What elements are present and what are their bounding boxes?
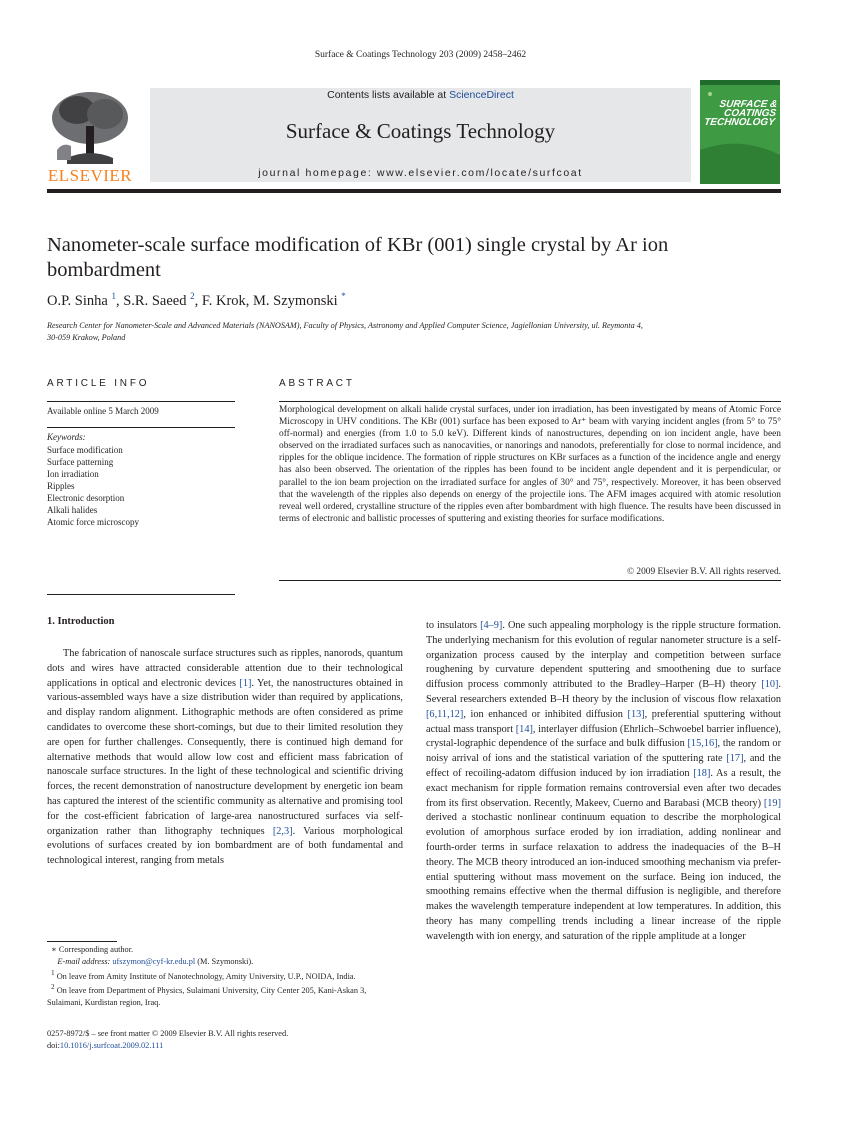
body-text: to insulators — [426, 620, 481, 631]
divider — [47, 401, 235, 402]
masthead-divider — [47, 189, 781, 193]
journal-banner — [150, 88, 691, 182]
body-text: , the random or noisy arrival of ions and the statistical variation of the sputtering rate — [426, 738, 781, 765]
homepage-prefix: journal homepage: — [258, 167, 377, 179]
abstract-text: Morphological development on alkali halide crystal surfaces, under ion irradiation, has been investigated by means of Atomic Force Microscopy in UHV conditions. The KBr (001) surface has been exposed to Ar⁺ beam with varying incident angles (from 5° to 75° off-normal) and energies (from 1.0 to 5.0 keV). Different kinds of nanostructures, depending on ion incident angle, have been observed on the irradiated surfaces such as nanocavities, or nanorings and nanodots, preferentially for close to normal incidence, and ripples for the oblique incidence. The formation of ripple structures on KBr surfaces as a function of the incidence angle and energy has also been observed. The orientation of the ripples has been found to be incident angle dependent and it is perpendicular, or parallel to the ion beam projection on the irradiated surface for angles of 30° and 75°, respectively. Moreover, it has been observed that the wavelength of the ripples also depends on energy of the projectile ions. The AFM images acquired with atomic resolution reveal well ordered, crystalline structure of the ripples even after bombardment with high fluence. The results have been discussed in terms of electronic and ballistic processes of sputtering and existing theories for surface modifications. — [279, 405, 781, 524]
divider — [47, 427, 235, 428]
body-text: . As a result, the exact mechanism for ripple formation remains controversial even after two decades from its first observation. Recently, Makeev, Cuerno and Barabasi (MCB theory) — [426, 767, 781, 809]
body-text: . Various morphological evolutions of surfaces created by ion bombardment are of both fundamental and technological interest, ranging from metals — [47, 825, 404, 867]
citation-link[interactable]: [1] — [239, 677, 252, 689]
keyword: Ripples — [47, 481, 75, 491]
contents-prefix: Contents lists available at — [327, 89, 450, 101]
keywords-heading: Keywords: — [47, 432, 86, 442]
doi-prefix: doi: — [47, 1040, 60, 1050]
divider — [279, 401, 781, 402]
citation-link[interactable]: [14] — [515, 723, 533, 735]
body-text-column-left — [47, 647, 403, 869]
keyword: Electronic desorption — [47, 493, 125, 503]
footnote-2: $^2$ On leave from Department of Physics, Sulaimani University, City Center 205, Kani-Askan 3, Sulaimani, Kurdistan region, Iraq. — [47, 984, 367, 1007]
corresponding-author-mark[interactable]: * — [341, 291, 346, 301]
citation-link[interactable]: [19] — [763, 797, 781, 809]
keyword: Surface patterning — [47, 457, 114, 467]
body-text: . Several researchers extended B–H theory by the inclusion of viscous flow relaxation — [426, 679, 781, 705]
body-text: , ion enhanced or inhibited diffusion — [463, 708, 628, 720]
publisher-name: ELSEVIER — [47, 166, 133, 185]
footnote-email — [47, 956, 403, 968]
sciencedirect-link[interactable]: ScienceDirect — [449, 89, 514, 101]
body-text: . One such appealing morphology is the ripple structure formation. The underlying mechanism for this evolution of regular nanometer structure is a self-organization process caused by the interplay and competition between surface roughening by curvature dependent sputtering and smoothening due to surface diffusion process commonly attributed to the Bradley–Harper (B–H) theory — [426, 620, 782, 691]
keywords-list — [47, 444, 139, 528]
divider — [47, 594, 235, 595]
body-text: The fabrication of nanoscale surface structures such as ripples, nanorods, quantum dots and wires have attracted considerable attention due to their technological applications in optical and electronic devices — [47, 648, 403, 689]
doi-link[interactable]: 10.1016/j.surfcoat.2009.02.111 — [59, 1040, 164, 1050]
footnote-divider — [47, 941, 117, 942]
citation-link[interactable]: [13] — [627, 708, 645, 720]
keyword: Alkali halides — [47, 505, 98, 515]
body-text: , and the effect of recoiling-adatom diffusion induced by ion irradiation — [426, 753, 781, 779]
citation-link[interactable]: [17] — [726, 753, 744, 765]
section-heading: 1. Introduction — [47, 616, 115, 627]
article-info-heading: ARTICLE INFO — [47, 378, 150, 389]
affiliation: Research Center for Nanometer-Scale and Advanced Materials (NANOSAM), Faculty of Physics, Astronomy and Applied Computer Science, Jagiellonian University, ul. Reymonta 4, 30-059 Krakow, Poland — [47, 321, 643, 342]
citation-link[interactable]: [4–9] — [480, 620, 503, 631]
email-owner: (M. Szymonski). — [197, 956, 254, 966]
running-header: Surface & Coatings Technology 203 (2009) 2458–2462 — [314, 50, 527, 60]
footnotes — [47, 944, 403, 1009]
available-online-date: Available online 5 March 2009 — [47, 406, 159, 416]
author-list: O.P. Sinha $^1$, S.R. Saeed $^2$, F. Krok, M. Szymonski * — [47, 291, 346, 309]
keyword: Ion irradiation — [47, 469, 99, 479]
divider — [279, 580, 781, 581]
email-label: E-mail address: — [57, 956, 111, 966]
author-name: M. Szymonski — [253, 292, 338, 309]
journal-cover-image — [700, 80, 780, 184]
homepage-url[interactable]: www.elsevier.com/locate/surfcoat — [376, 167, 583, 179]
citation-link[interactable]: [15,16] — [687, 738, 718, 750]
abstract-copyright: © 2009 Elsevier B.V. All rights reserved. — [626, 567, 781, 577]
journal-title: Surface & Coatings Technology — [285, 119, 556, 143]
email-link[interactable]: ufszymon@cyf-kr.edu.pl — [112, 956, 196, 966]
body-text: , preferential sputtering without actual mass transport — [426, 708, 782, 735]
citation-link[interactable]: [10] — [761, 679, 779, 691]
contents-line — [150, 89, 691, 101]
author-name: O.P. Sinha — [47, 292, 108, 309]
body-text: derived a stochastic nonlinear continuum equation to describe the morphological evolution of amorphous surface eroded by ion irradiation, adding nonlinear and fourth-order terms in surface relaxation to address the inadequacies of the B–H theory. The MCB theory introduced an ion-induced smoothing mechanism via prefer-ential sputtering without mass movement on the surface. Being ion induced, the smoothing remains effective when the thermal diffusion is negligible, and therefore makes the wavelength temperature independent at low temperatures. In addition, this theory has many compelling trends including a linear increase of the ripple wavelength with ion energy, and saturation of the ripple amplitude at a longer — [426, 812, 781, 942]
author-footnote-mark[interactable]: 1 — [111, 291, 116, 301]
citation-link[interactable]: [2,3] — [272, 825, 293, 837]
abstract-heading: ABSTRACT — [279, 378, 355, 389]
footnote-text: On leave from Department of Physics, Sulaimani University, City Center 205, Kani-Askan 3, Sulaimani, Kurdistan region, Iraq. — [47, 985, 367, 1007]
journal-homepage — [150, 167, 691, 179]
citation-link[interactable]: [6,11,12] — [426, 708, 464, 720]
footnote-corresponding: ∗ Corresponding author. — [47, 945, 134, 954]
issn-line: 0257-8972/$ – see front matter © 2009 Elsevier B.V. All rights reserved. — [47, 1029, 289, 1038]
author-name: F. Krok — [201, 292, 246, 309]
keyword: Surface modification — [47, 445, 123, 455]
keyword: Atomic force microscopy — [47, 517, 139, 527]
body-text: . Yet, the nanostructures obtained in various-assembled ways have a size distribution wider than required by applications, and display random alignment. Lithographic methods are often considered as prime candidates to overcome these short-comings, but due to their limited resolution they are open for further challenges. Consequently, there is continued high demand for alternative methods that would allow low cost and efficient mass fabrication of nanoscale surface structures. In the light of these technological and scientific driving forces, the recent demonstration of nanostructure development by energetic ion beam has captured the interest of the scientific community as alternative and promising tool for the cost-efficient fabrication of large-area nanostructured surfaces via self-organization rather than lithography techniques — [47, 677, 403, 837]
citation-link[interactable]: [18] — [693, 767, 711, 779]
cover-title: SURFACE & COATINGS TECHNOLOGY — [703, 99, 779, 128]
author-name: S.R. Saeed — [123, 292, 187, 309]
footnote-text: On leave from Amity Institute of Nanotechnology, Amity University, U.P., NOIDA, India. — [56, 971, 356, 981]
footnote-text: Corresponding author. — [58, 945, 134, 954]
body-text-column-right — [426, 619, 781, 945]
footnote-1: $^1$ On leave from Amity Institute of Nanotechnology, Amity University, U.P., NOIDA, India. — [51, 969, 356, 981]
author-footnote-mark[interactable]: 2 — [190, 291, 195, 301]
body-text: , interlayer diffusion (Ehrlich–Schwoebel barrier influence), crystal-lographic dependence of the surface and bulk diffusion — [426, 723, 782, 750]
doi-line — [47, 1040, 403, 1052]
front-matter — [47, 1028, 403, 1052]
article-title: Nanometer-scale surface modification of KBr (001) single crystal by Ar ion bombardment — [47, 234, 669, 281]
